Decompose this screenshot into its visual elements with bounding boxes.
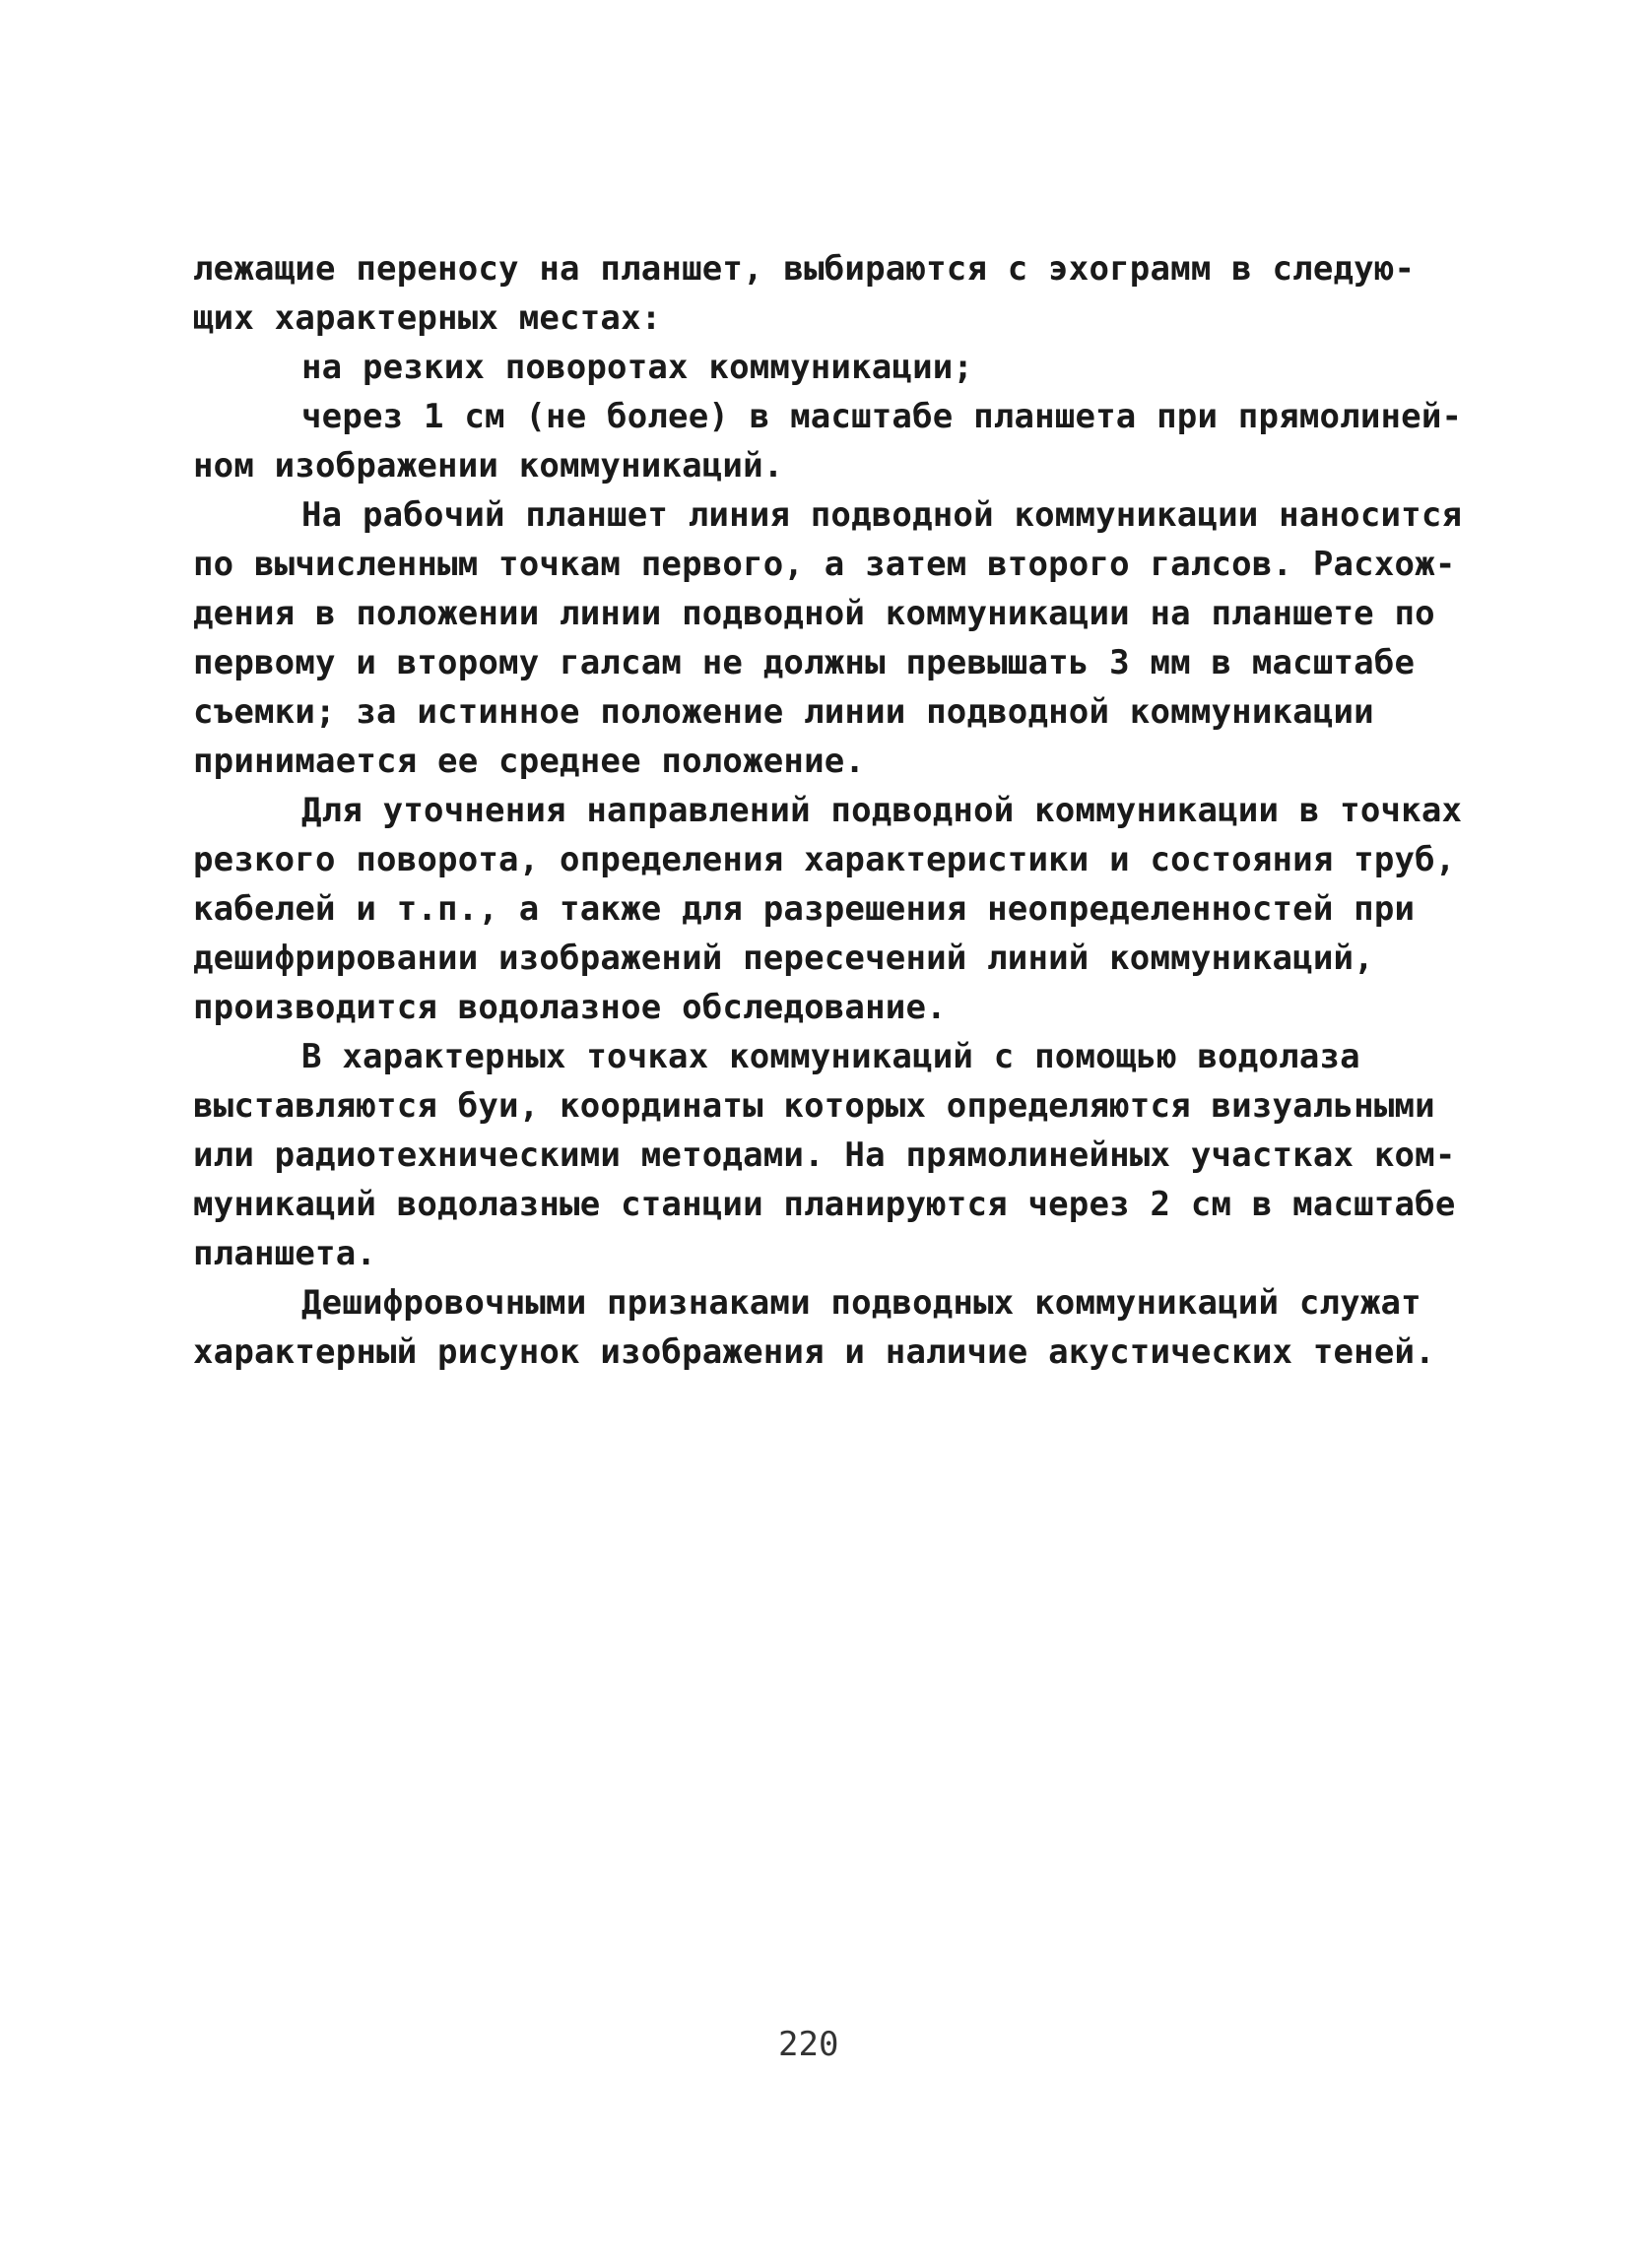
text-line: планшета.	[193, 1234, 377, 1273]
text-line: на резких поворотах коммуникации;	[301, 348, 974, 387]
paragraph	[193, 343, 1474, 392]
text-line: ном изображении коммуникаций.	[193, 446, 784, 486]
text-line: щих характерных местах:	[193, 298, 662, 338]
text-line: принимается ее среднее положение.	[193, 742, 866, 781]
paragraph	[193, 490, 1474, 786]
paragraph	[193, 1278, 1474, 1377]
text-line: через 1 см (не более) в масштабе планшета при прямолиней-	[301, 397, 1463, 436]
text-line: характерный рисунок изображения и наличие акустических теней.	[193, 1332, 1435, 1372]
paragraph	[193, 244, 1474, 343]
paragraph	[193, 786, 1474, 1032]
text-line: муникаций водолазные станции планируются через 2 см в масштабе	[193, 1185, 1456, 1224]
text-line: выставляются буи, координаты которых определяются визуальными	[193, 1086, 1435, 1126]
text-line: съемки; за истинное положение линии подводной коммуникации	[193, 692, 1374, 732]
page-number: 220	[778, 2025, 839, 2064]
text-line: или радиотехническими методами. На прямолинейных участках ком-	[193, 1135, 1456, 1175]
paragraph	[193, 1032, 1474, 1278]
text-line: дешифрировании изображений пересечений линий коммуникаций,	[193, 939, 1374, 978]
text-line: Для уточнения направлений подводной коммуникации в точках	[301, 791, 1463, 830]
text-line: дения в положении линии подводной коммуникации на планшете по	[193, 594, 1435, 633]
text-line: по вычисленным точкам первого, а затем второго галсов. Расхож-	[193, 545, 1456, 584]
text-line: В характерных точках коммуникаций с помощью водолаза	[301, 1037, 1360, 1076]
text-line: резкого поворота, определения характеристики и состояния труб,	[193, 840, 1456, 879]
text-line: На рабочий планшет линия подводной коммуникации наносится	[301, 495, 1463, 535]
paragraph	[193, 392, 1474, 490]
text-line: производится водолазное обследование.	[193, 988, 947, 1027]
body-text	[193, 244, 1474, 1377]
text-line: лежащие переносу на планшет, выбираются с эхограмм в следую-	[193, 249, 1416, 289]
text-line: первому и второму галсам не должны превышать 3 мм в масштабе	[193, 643, 1416, 682]
text-line: кабелей и т.п., а также для разрешения неопределенностей при	[193, 889, 1416, 929]
text-line: Дешифровочными признаками подводных коммуникаций служат	[301, 1283, 1421, 1323]
